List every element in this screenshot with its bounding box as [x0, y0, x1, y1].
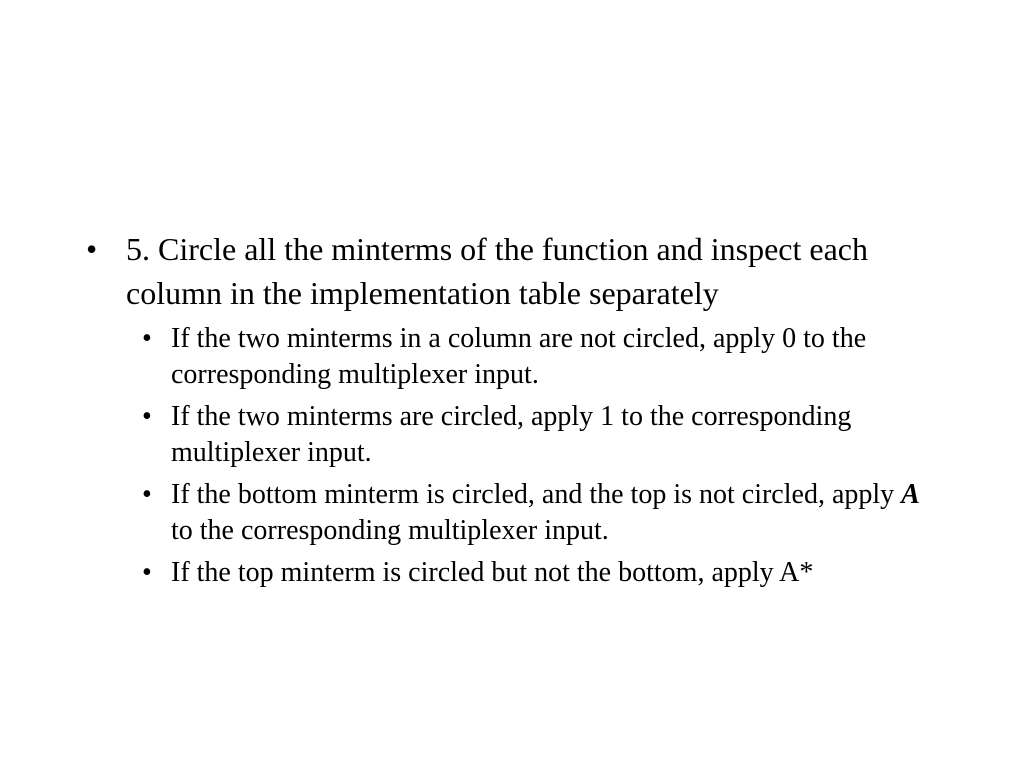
- sub-bullet-text: If the two minterms are circled, apply 1 to the corresponding multiplexer input.: [171, 401, 852, 468]
- bullet-marker: •: [142, 401, 152, 432]
- bullet-marker: •: [142, 557, 152, 588]
- sub-bullet-text: If the top minterm is circled but not the bottom, apply A*: [171, 557, 814, 588]
- sub-bullet-text-after: to the corresponding multiplexer input.: [171, 515, 609, 546]
- sub-bullet-text: If the two minterms in a column are not circled, apply 0 to the corresponding multiplexer input.: [171, 323, 867, 390]
- variable-a-emphasis: A: [901, 479, 920, 510]
- bullet-marker: •: [142, 323, 152, 354]
- bullet-marker: •: [86, 231, 98, 267]
- sub-bullet-1: [142, 321, 946, 393]
- main-bullet-text: 5. Circle all the minterms of the function and inspect each column in the implementation table separately: [126, 231, 868, 311]
- sub-bullet-text-before: If the bottom minterm is circled, and the top is not circled, apply: [171, 479, 902, 510]
- sub-bullet-4: [142, 555, 946, 591]
- sub-bullet-2: [142, 399, 946, 471]
- bullet-marker: •: [142, 479, 152, 510]
- main-bullet: [86, 227, 946, 315]
- sub-bullet-3: [142, 477, 946, 549]
- sub-bullet-list: [86, 321, 946, 591]
- slide-content: [86, 227, 946, 591]
